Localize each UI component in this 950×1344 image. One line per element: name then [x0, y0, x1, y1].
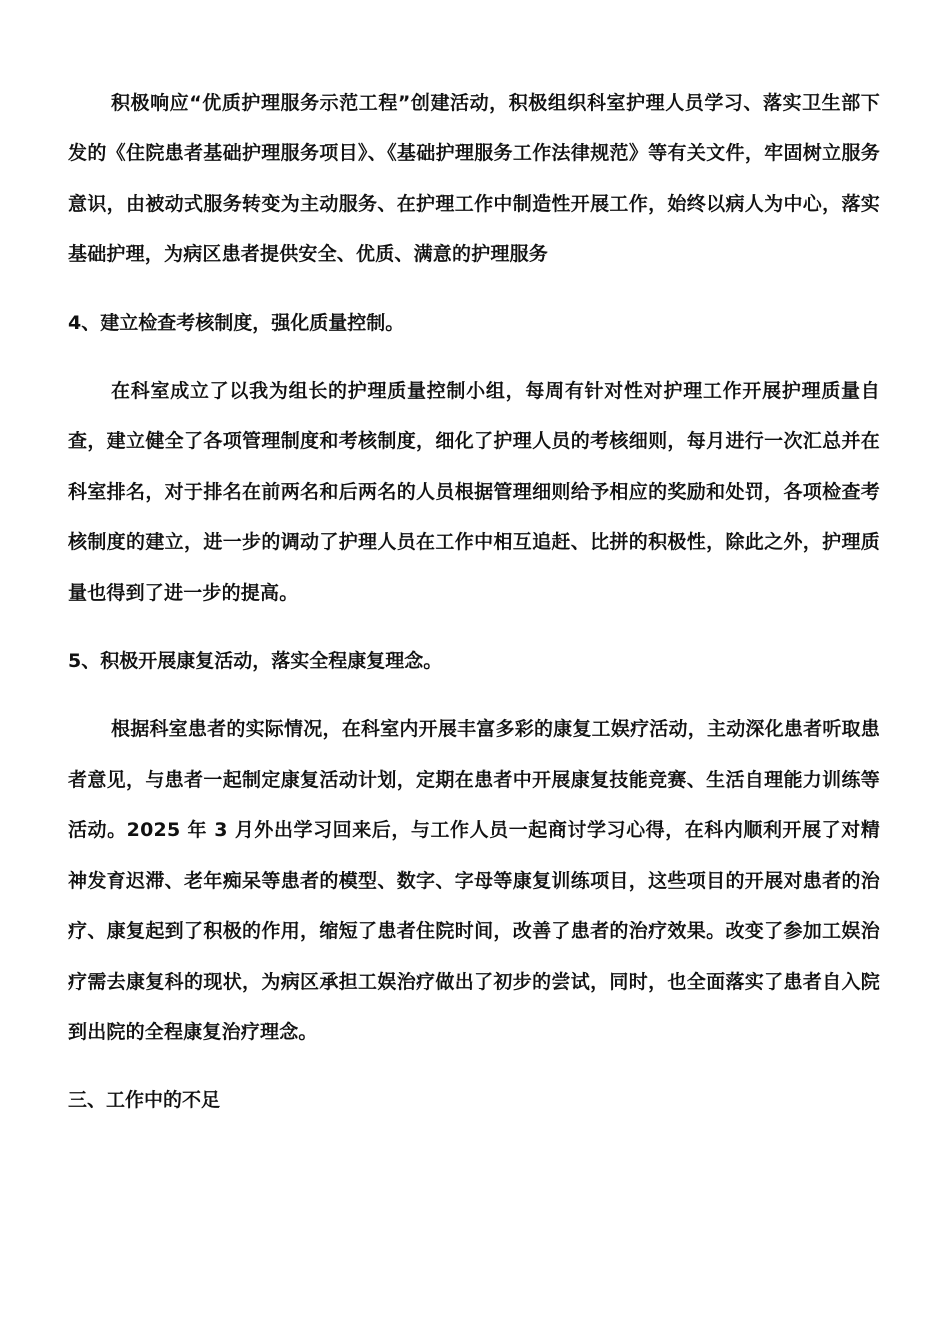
heading-shortcomings: 三、工作中的不足 — [68, 1089, 221, 1112]
spacer — [68, 618, 880, 636]
spacer — [68, 686, 880, 704]
paragraph-rehabilitation-activities: 根据科室患者的实际情况，在科室内开展丰富多彩的康复工娱疗活动，主动深化患者听取患者意见，与患者一起制定康复活动计划，定期在患者中开展康复技能竞赛、生活自理能力训练等活动。2025 年 3 月外出学习回来后，与工作人员一起商讨学习心得，在科内顺利开展了对精神发育迟滞、老年痴呆等患者的模型、数字、字母等康复训练项目，这些项目的开展对患者的治疗、康复起到了积极的作用，缩短了患者住院时间，改善了患者的治疗效果。改变了参加工娱治疗需去康复科的现状，为病区承担工娱治疗做出了初步的尝试，同时，也全面落实了患者自入院到出院的全程康复治疗理念。 — [68, 718, 880, 1043]
paragraph-quality-nursing: 积极响应“优质护理服务示范工程”创建活动，积极组织科室护理人员学习、落实卫生部下发的《住院患者基础护理服务项目》、《基础护理服务工作法律规范》等有关文件，牢固树立服务意识，由被动式服务转变为主动服务、在护理工作中制造性开展工作，始终以病人为中心，落实基础护理，为病区患者提供安全、优质、满意的护理服务 — [68, 92, 880, 266]
document-page — [68, 78, 880, 1126]
heading-inspection-system: 4、建立检查考核制度，强化质量控制。 — [68, 311, 405, 334]
spacer — [68, 348, 880, 366]
heading-rehabilitation: 5、积极开展康复活动，落实全程康复理念。 — [68, 650, 443, 673]
paragraph-quality-control: 在科室成立了以我为组长的护理质量控制小组，每周有针对性对护理工作开展护理质量自查，建立健全了各项管理制度和考核制度，细化了护理人员的考核细则，每月进行一次汇总并在科室排名，对于排名在前两名和后两名的人员根据管理细则给予相应的奖励和处罚，各项检查考核制度的建立，进一步的调动了护理人员在工作中相互追赶、比拼的积极性，除此之外，护理质量也得到了进一步的提高。 — [68, 380, 880, 604]
spacer — [68, 280, 880, 298]
spacer — [68, 1057, 880, 1075]
